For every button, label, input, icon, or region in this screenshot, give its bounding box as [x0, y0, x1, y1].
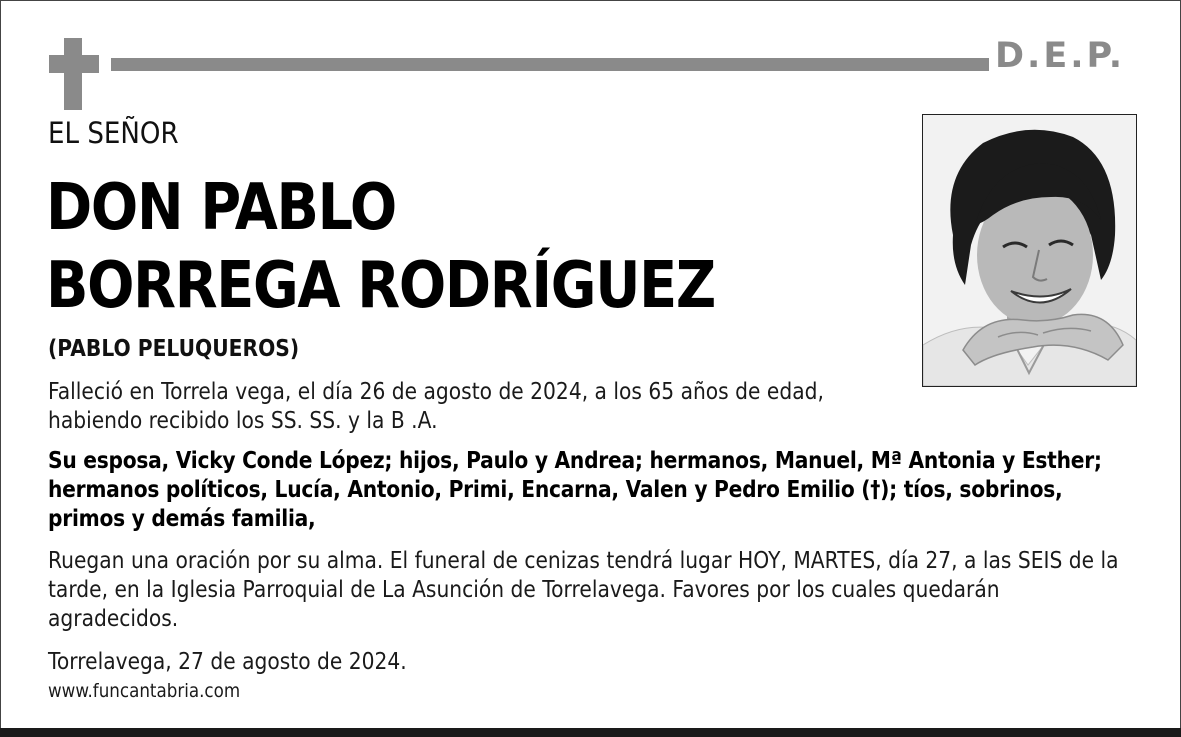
- name-line-2: BORREGA RODRÍGUEZ: [46, 249, 715, 323]
- death-notice: Falleció en Torrela vega, el día 26 de agosto de 2024, a los 65 años de edad, habiendo recibido los SS. SS. y la B .A.: [48, 379, 824, 434]
- place-date: Torrelavega, 27 de agosto de 2024.: [48, 649, 407, 675]
- cross-vertical-bar: [64, 38, 82, 110]
- header-rule: [111, 58, 989, 71]
- dep-label: D.E.P.: [995, 36, 1126, 76]
- portrait-photo: [922, 114, 1137, 387]
- nickname: (PABLO PELUQUEROS): [48, 336, 300, 362]
- deceased-name: [46, 169, 715, 325]
- bottom-border: [0, 728, 1181, 737]
- name-line-1: DON PABLO: [46, 171, 396, 245]
- website-link[interactable]: www.funcantabria.com: [48, 680, 241, 702]
- portrait-icon: [923, 115, 1136, 386]
- cross-horizontal-bar: [49, 55, 99, 73]
- funeral-details: Ruegan una oración por su alma. El funeral de cenizas tendrá lugar HOY, MARTES, día 27, a las SEIS de la tarde, en la Iglesia Parroquial de La Asunción de Torrelavega. Favores por los cuales quedarán agradecidos.: [48, 548, 1119, 632]
- honorific: EL SEÑOR: [48, 116, 179, 150]
- family-list: Su esposa, Vicky Conde López; hijos, Paulo y Andrea; hermanos, Manuel, Mª Antonia y Esther; hermanos políticos, Lucía, Antonio, Primi, Encarna, Valen y Pedro Emilio (†); tíos, sobrinos, primos y demás familia,: [48, 448, 1102, 532]
